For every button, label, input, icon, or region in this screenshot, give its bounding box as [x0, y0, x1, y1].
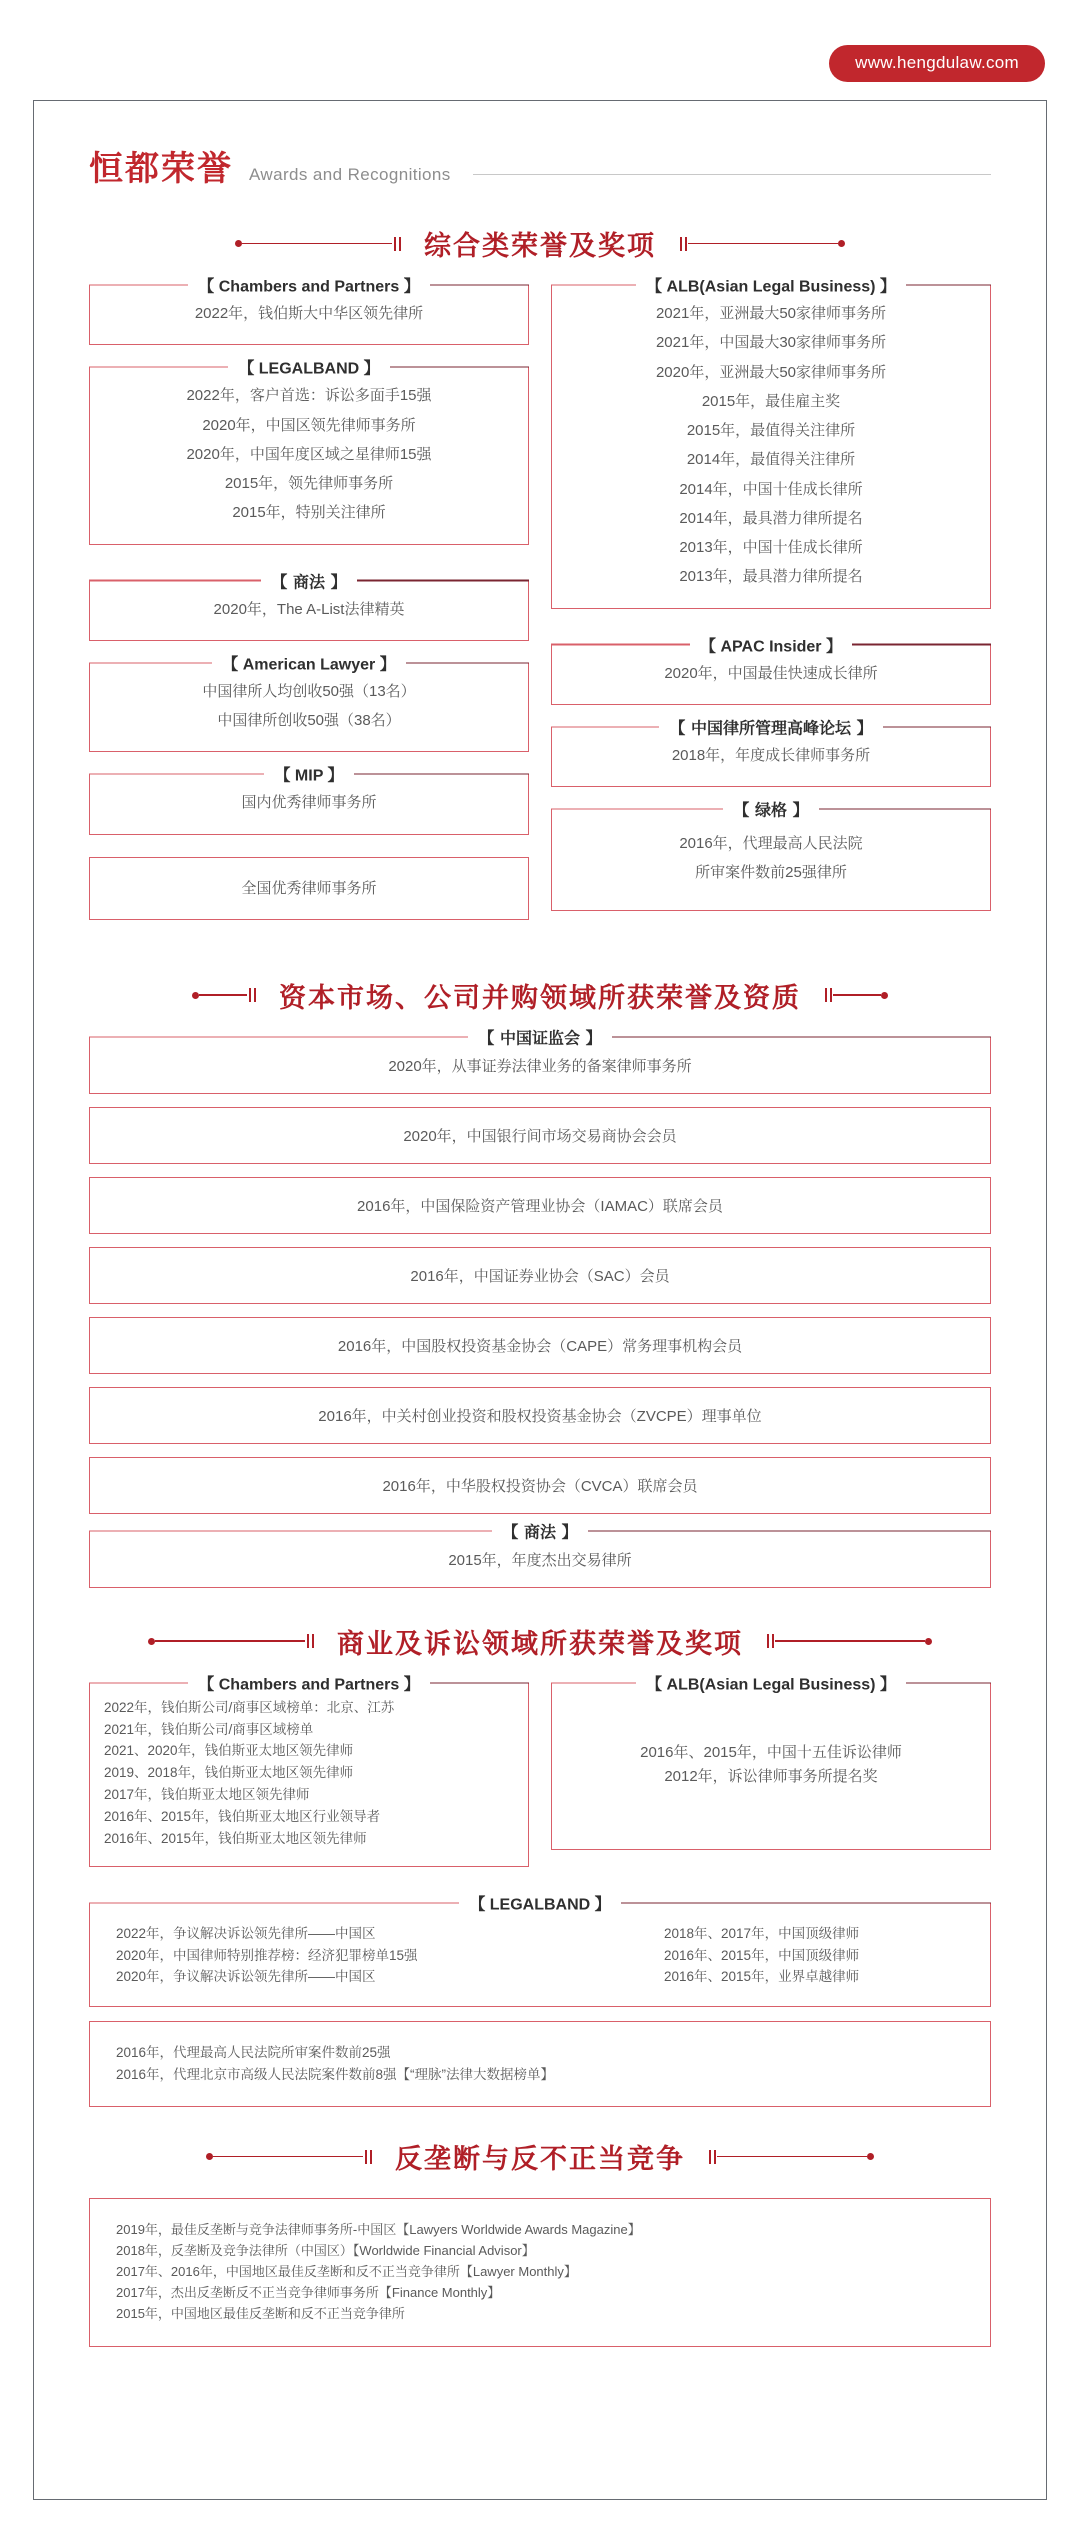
page-title: 恒都荣誉 [89, 149, 233, 189]
list-item: 2020年，中国年度区域之星律师15强 [186, 445, 432, 463]
award-box-header [89, 1025, 992, 1048]
header-rule-right [588, 1530, 992, 1531]
section-title-antitrust: 反垄断与反不正当竞争 [395, 2144, 685, 2176]
header-rule-left [89, 774, 265, 775]
row-text: 2020年，中国银行间市场交易商协会会员 [403, 1127, 677, 1145]
litigation-columns [34, 1676, 1046, 1889]
award-box-title: 【 中国证监会 】 [468, 1025, 611, 1048]
ornament-line [717, 2156, 867, 2158]
row-box-capital-3 [89, 1247, 991, 1304]
award-box-header [89, 763, 530, 786]
ornament-dot-icon [148, 1638, 155, 1645]
general-right-column [551, 278, 991, 933]
litigation-right-column [551, 1676, 991, 1873]
ornament-line [833, 994, 881, 996]
section-heading-general [34, 224, 1046, 263]
award-list [104, 874, 514, 903]
ornament-line [213, 2156, 363, 2158]
list-item: 2016年，代理最高人民法院所审案件数前25强 [116, 2045, 391, 2061]
list-item: 2016年，代理最高人民法院 [679, 835, 863, 852]
row-box-capital-1 [89, 1107, 991, 1164]
award-box-lvge [551, 800, 991, 911]
heading-ornament-right [707, 2150, 874, 2164]
award-box-title: 【 ALB(Asian Legal Business) 】 [636, 1671, 906, 1694]
list-item: 2021、2020年，钱伯斯亚太地区领先律师 [104, 1743, 354, 1759]
award-box-alb [551, 278, 991, 609]
page-subtitle: Awards and Recognitions [249, 165, 451, 184]
award-list [566, 659, 976, 688]
list-item: 2022年，争议解决诉讼领先律所——中国区 [116, 1925, 376, 1941]
ornament-dot-icon [867, 2153, 874, 2160]
list-item: 2017年，钱伯斯亚太地区领先律师 [104, 1787, 310, 1803]
ornament-bar [312, 1634, 314, 1648]
section-title-litigation: 商业及诉讼领域所获荣誉及奖项 [337, 1628, 743, 1660]
award-box-title: 【 Chambers and Partners 】 [188, 274, 429, 297]
header-rule-right [357, 580, 530, 581]
award-box-title: 【 商法 】 [261, 569, 356, 592]
award-box-mip [89, 767, 529, 834]
award-box-title: 【 绿格 】 [723, 798, 818, 821]
row-box-shangfa-capital [89, 1522, 991, 1588]
list-item: 2020年，中国区领先律师事务所 [202, 416, 416, 434]
award-box-china-law-firm-forum [551, 718, 991, 787]
award-box-title: 【 APAC Insider 】 [690, 633, 852, 656]
award-box-national [89, 857, 529, 920]
ornament-line [199, 994, 247, 996]
list-item: 2016年、2015年，业界卓越律师 [664, 1969, 860, 1985]
header-rule-left [551, 726, 660, 727]
list-item: 2022年，钱伯斯公司/商事区域榜单：北京、江苏 [104, 1699, 395, 1715]
site-url-badge-container [829, 45, 1045, 82]
ornament-line [242, 243, 392, 245]
ornament-bar [825, 988, 827, 1002]
award-list [566, 299, 976, 592]
list-item: 2016年，代理北京市高级人民法院案件数前8强【“理脉”法律大数据榜单】 [116, 2067, 555, 2083]
award-box-shangfa [89, 572, 529, 641]
ornament-dot-icon [235, 240, 242, 247]
ornament-bar [714, 2150, 716, 2164]
header-rule-right [406, 662, 530, 663]
list-item: 2021年，钱伯斯公司/商事区域榜单 [104, 1721, 314, 1737]
ornament-dot-icon [881, 992, 888, 999]
list-item: 2020年，中国最佳快速成长律所 [664, 664, 878, 682]
award-list-left [116, 1923, 634, 1989]
antitrust-rows [34, 2198, 1046, 2347]
award-list [566, 829, 976, 888]
ornament-bar [365, 2150, 367, 2164]
general-awards-columns [34, 278, 1046, 942]
award-list [566, 1741, 976, 1790]
ornament-line [775, 1640, 925, 1642]
header-rule-right [612, 1036, 992, 1037]
row-box-capital-6 [89, 1457, 991, 1514]
award-box-alb-litigation [551, 1676, 991, 1851]
row-text: 2016年，中华股权投资协会（CVCA）联席会员 [382, 1477, 698, 1495]
award-box-header [89, 356, 530, 379]
row-box-csrc [89, 1028, 991, 1094]
section-title-general: 综合类荣誉及奖项 [424, 231, 656, 262]
header-rule-right [621, 1902, 992, 1903]
award-box-antitrust [89, 2198, 991, 2347]
list-item: 2016年、2015年，钱伯斯亚太地区领先律师 [104, 1830, 367, 1846]
list-item: 2013年，中国十佳成长律所 [679, 539, 863, 556]
list-item: 2016年、2015年，钱伯斯亚太地区行业领导者 [104, 1809, 381, 1825]
ornament-line [688, 243, 838, 245]
section-heading-antitrust [34, 2137, 1046, 2176]
ornament-bar [370, 2150, 372, 2164]
award-list [104, 1697, 514, 1850]
list-item: 全国优秀律师事务所 [241, 879, 377, 897]
header-rule-left [89, 662, 213, 663]
header-rule-left [551, 1682, 636, 1683]
list-item: 中国律所创收50强（38名） [217, 712, 401, 729]
ornament-line [155, 1640, 305, 1642]
list-item: 2020年，中国律师特别推荐榜：经济犯罪榜单15强 [116, 1947, 418, 1963]
list-item: 中国律所人均创收50强（13名） [202, 682, 416, 700]
header-rule-right [883, 726, 992, 727]
list-item: 2016年、2015年，中国顶级律师 [664, 1947, 860, 1963]
award-box-title: 【 LEGALBAND 】 [459, 1891, 620, 1914]
row-text: 2016年，中国证券业协会（SAC）会员 [410, 1267, 670, 1285]
general-left-column [89, 278, 529, 942]
heading-ornament-right [678, 237, 845, 251]
award-list-right [664, 1923, 964, 1989]
header-rule-left [89, 1036, 469, 1037]
header-rule-right [430, 1682, 530, 1683]
row-box-capital-2 [89, 1177, 991, 1234]
award-box-american-lawyer [89, 656, 529, 753]
row-text: 2015年，年度杰出交易律所 [448, 1551, 632, 1569]
section-heading-capital [34, 976, 1046, 1015]
header-rule-left [551, 644, 690, 645]
litigation-left-column [89, 1676, 529, 1889]
header-rule-right [819, 808, 992, 809]
header-rule-left [551, 284, 636, 285]
header-rule-right [906, 1682, 991, 1683]
award-box-case-counts [89, 2021, 991, 2107]
site-url-badge[interactable]: www.hengdulaw.com [829, 45, 1045, 82]
ornament-bar [767, 1634, 769, 1648]
ornament-bar [680, 237, 682, 251]
ornament-bar [709, 2150, 711, 2164]
award-box-header [89, 651, 530, 674]
award-box-legalband-litigation [89, 1896, 991, 2008]
list-item: 2022年，钱伯斯大中华区领先律所 [194, 305, 424, 322]
header-rule-right [430, 284, 530, 285]
list-item: 2014年，最值得关注律所 [686, 451, 856, 469]
award-list [104, 677, 514, 736]
list-item: 2018年，年度成长律师事务所 [671, 746, 871, 764]
award-box-header [551, 798, 992, 821]
award-list [104, 595, 514, 624]
heading-ornament-right [765, 1634, 932, 1648]
ornament-bar [254, 988, 256, 1002]
ornament-bar [399, 237, 401, 251]
award-box-title: 【 American Lawyer 】 [212, 651, 405, 674]
list-item: 2015年，最值得关注律所 [686, 422, 856, 439]
list-item: 2015年，特别关注律所 [232, 504, 386, 522]
list-item: 2019、2018年，钱伯斯亚太地区领先律师 [104, 1765, 354, 1781]
heading-ornament-left [235, 237, 402, 251]
header-rule-left [89, 1530, 493, 1531]
ornament-bar [249, 988, 251, 1002]
header-rule-right [354, 774, 530, 775]
award-box-legalband [89, 360, 529, 544]
award-box-header [89, 1519, 992, 1542]
list-item: 2020年，争议解决诉讼领先律所——中国区 [116, 1969, 376, 1985]
ornament-bar [307, 1634, 309, 1648]
list-item: 2015年，中国地区最佳反垄断和反不正当竞争律所 [116, 2306, 405, 2322]
row-text: 2016年，中国保险资产管理业协会（IAMAC）联席会员 [357, 1197, 723, 1215]
award-box-title: 【 ALB(Asian Legal Business) 】 [636, 274, 906, 297]
layout-spacer [89, 567, 529, 581]
list-item: 2016年、2015年，中国十五佳诉讼律师 [640, 1743, 902, 1761]
ornament-bar [685, 237, 687, 251]
list-item: 2021年，亚洲最大50家律师事务所 [655, 305, 887, 322]
capital-rows [34, 1028, 1046, 1588]
legalband-two-columns [116, 1923, 964, 1989]
row-text: 2016年，中国股权投资基金协会（CAPE）常务理事机构会员 [337, 1337, 743, 1355]
heading-ornament-left [192, 988, 257, 1002]
award-box-header [551, 1671, 992, 1694]
ornament-bar [394, 237, 396, 251]
award-box-header [551, 274, 992, 297]
row-box-capital-4 [89, 1317, 991, 1374]
list-item: 2015年，领先律师事务所 [224, 475, 394, 492]
list-item: 国内优秀律师事务所 [241, 794, 377, 812]
award-box-header [89, 1891, 992, 1914]
award-list [104, 299, 514, 328]
heading-ornament-left [206, 2150, 373, 2164]
award-box-title: 【 Chambers and Partners 】 [188, 1671, 429, 1694]
award-list [104, 381, 514, 527]
row-text: 2020年，从事证券法律业务的备案律师事务所 [388, 1057, 692, 1075]
list-item: 2020年，亚洲最大50家律师事务所 [655, 363, 887, 381]
header-rule-left [89, 367, 229, 368]
award-box-header [89, 1671, 530, 1694]
award-box-title: 【 MIP 】 [264, 763, 353, 786]
award-list [116, 2219, 964, 2324]
list-item: 2014年，最具潜力律所提名 [679, 509, 863, 527]
ornament-dot-icon [192, 992, 199, 999]
award-box-chambers-litigation [89, 1676, 529, 1867]
list-item: 2020年，The A-List法律精英 [213, 600, 405, 618]
header-rule-right [906, 284, 991, 285]
list-item: 2018年、2017年，中国顶级律师 [664, 1925, 860, 1941]
award-list [116, 2042, 964, 2086]
list-item: 2015年，最佳雇主奖 [701, 392, 841, 410]
header-rule-left [551, 808, 724, 809]
header-rule-right [390, 367, 530, 368]
list-item: 所审案件数前25强律所 [695, 864, 847, 882]
row-box-capital-5 [89, 1387, 991, 1444]
list-item: 2018年，反垄断及竞争法律所（中国区）【Worldwide Financial Advisor】 [116, 2243, 535, 2259]
award-box-chambers [89, 278, 529, 345]
heading-ornament-right [823, 988, 888, 1002]
document-frame [33, 100, 1047, 2500]
list-item: 2021年，中国最大30家律师事务所 [655, 334, 887, 352]
header-rule-left [89, 284, 189, 285]
award-box-header [89, 274, 530, 297]
award-box-title: 【 LEGALBAND 】 [228, 356, 389, 379]
list-item: 2014年，中国十佳成长律所 [679, 480, 863, 498]
award-box-apac-insider [551, 638, 991, 705]
row-text: 2016年，中关村创业投资和股权投资基金协会（ZVCPE）理事单位 [318, 1407, 762, 1425]
document-header [34, 101, 1046, 190]
list-item: 2013年，最具潜力律所提名 [679, 568, 863, 586]
header-rule-right [852, 644, 991, 645]
ornament-bar [830, 988, 832, 1002]
header-rule-left [89, 580, 262, 581]
header-rule-left [89, 1682, 189, 1683]
header-divider [473, 174, 991, 175]
ornament-dot-icon [925, 1638, 932, 1645]
header-rule-left [89, 1902, 460, 1903]
award-box-title: 【 中国律所管理高峰论坛 】 [659, 715, 882, 738]
heading-ornament-left [148, 1634, 315, 1648]
ornament-dot-icon [838, 240, 845, 247]
litigation-wide-rows [34, 1896, 1046, 2107]
award-list [566, 741, 976, 770]
section-heading-litigation [34, 1622, 1046, 1661]
award-list [104, 788, 514, 817]
list-item: 2022年，客户首选：诉讼多面手15强 [186, 387, 432, 405]
section-title-capital: 资本市场、公司并购领域所获荣誉及资质 [279, 982, 801, 1014]
award-box-header [551, 715, 992, 738]
list-item: 2017年，杰出反垄断反不正当竞争律师事务所【Finance Monthly】 [116, 2285, 501, 2301]
list-item: 2017年、2016年，中国地区最佳反垄断和反不正当竞争律所【Lawyer Monthly】 [116, 2264, 577, 2280]
ornament-dot-icon [206, 2153, 213, 2160]
award-box-title: 【 商法 】 [492, 1519, 587, 1542]
layout-spacer [551, 631, 991, 645]
list-item: 2012年，诉讼律师事务所提名奖 [664, 1768, 878, 1786]
list-item: 2019年，最佳反垄断与竞争法律师事务所-中国区【Lawyers Worldwide Awards Magazine】 [116, 2222, 641, 2238]
ornament-bar [772, 1634, 774, 1648]
